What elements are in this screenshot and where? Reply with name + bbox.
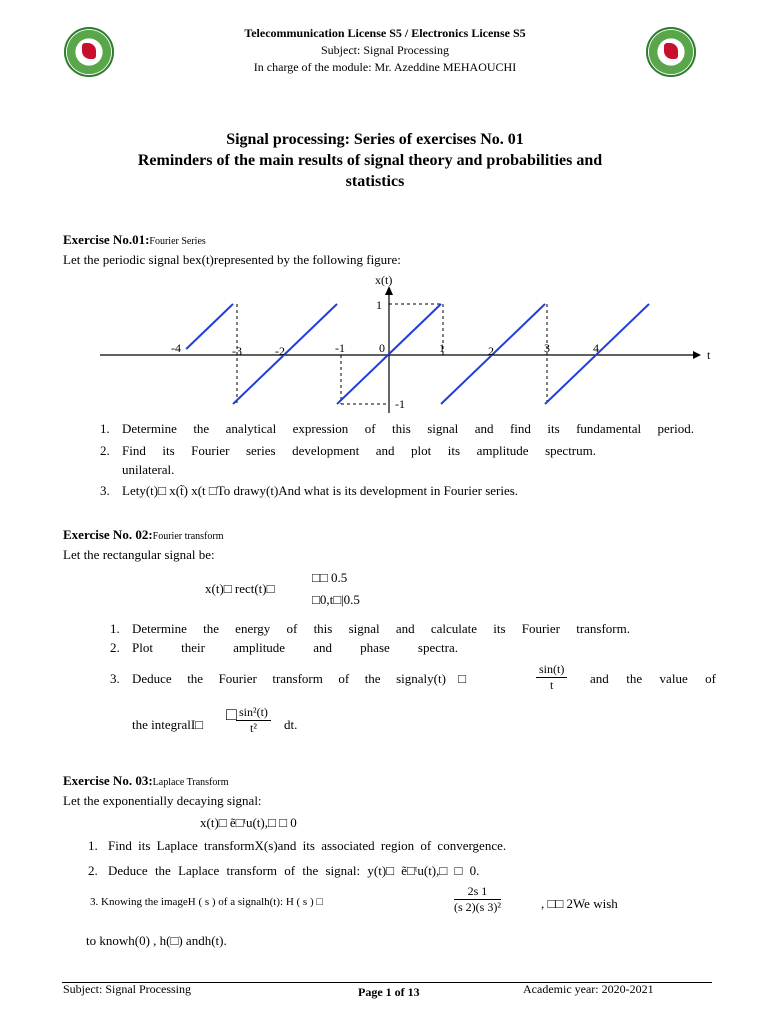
page-title-line2: Reminders of the main results of signal theory and probabilities and <box>137 152 603 169</box>
rect-equation-left: x(t)□ rect(t)□ <box>205 581 275 596</box>
ex3-q3-continued: to knowh(0) , h(□) andh(t). <box>86 933 227 948</box>
tick-label-minus4: -4 <box>171 341 181 355</box>
ex2-q3-number: 3. <box>110 671 120 686</box>
ex1-q3: Lety(t)□ x(t̃) x(t □To drawy(t)And what is its development in Fourier series. <box>122 483 519 498</box>
integral-numerator: sin²(t) <box>236 705 271 721</box>
exercise3-topic: Laplace Transform <box>152 777 229 788</box>
page-title-line3: statistics <box>345 173 405 190</box>
tick-label-minus3: -3 <box>232 344 242 358</box>
y-axis-arrow <box>385 286 393 295</box>
university-logo-right <box>646 27 696 77</box>
ex1-q3-number: 3. <box>100 483 110 498</box>
ex2-q3-right: and the value of <box>590 671 716 686</box>
ex3-q2-number: 2. <box>88 863 98 878</box>
ex2-q3b-left: the integralI□ <box>132 717 204 732</box>
tick-label-2: 2 <box>488 344 494 358</box>
exercise2-topic: Fourier transform <box>152 531 224 542</box>
exercise2-heading-label: Exercise No. 02: <box>63 527 153 542</box>
exercise1-intro: Let the periodic signal bex(t)represented by the following figure: <box>63 252 401 267</box>
exp-equation: x(t)□ ẽ□ᵗu(t),□ □ 0 <box>200 815 297 830</box>
tick-label-1: 1 <box>439 341 445 355</box>
exercise2-intro: Let the rectangular signal be: <box>63 547 215 562</box>
rect-equation-case2: □0,t□|0.5 <box>312 592 360 607</box>
ex1-q2: Find its Fourier series development and plot its amplitude spectrum. <box>122 443 596 458</box>
ex2-q3-fraction <box>536 662 567 693</box>
laplace-numerator: 2s 1 <box>454 884 501 900</box>
footer-page-number: Page 1 of 13 <box>358 985 420 999</box>
rect-equation-case1: □□ 0.5 <box>312 570 348 585</box>
footer-subject: Subject: Signal Processing <box>63 982 191 996</box>
exercise1-heading <box>63 232 206 248</box>
fraction-numerator: sin(t) <box>536 662 567 678</box>
ex1-q2-continued: unilateral. <box>122 462 175 477</box>
exercise1-topic: Fourier Series <box>149 236 206 247</box>
ex2-q1: Determine the energy of this signal and calculate its Fourier transform. <box>132 621 630 636</box>
ex3-q1-number: 1. <box>88 838 98 853</box>
ex3-q2: Deduce the Laplace transform of the signal: y(t)□ ẽ□ᵗu(t),□ □ 0. <box>108 863 480 878</box>
laplace-denominator: (s 2)(s 3)² <box>454 900 501 914</box>
header-license: Telecommunication License S5 / Electronics License S5 <box>244 26 526 40</box>
ex2-q2: Plot their amplitude and phase spectra. <box>132 640 458 655</box>
level-bottom-label: -1 <box>395 397 405 411</box>
sawtooth-segments <box>186 304 649 404</box>
ex3-q3-left: 3. Knowing the imageH ( s ) of a signalh(t): H ( s ) □ <box>90 896 324 908</box>
integral-sign: □ <box>226 704 237 724</box>
ex2-integral-fraction <box>236 705 271 736</box>
tick-label-0: 0 <box>379 341 385 355</box>
footer-academic-year: Academic year: 2020-2021 <box>523 982 654 996</box>
tick-label-3: 3 <box>544 341 550 355</box>
ex2-q2-number: 2. <box>110 640 120 655</box>
ex3-q1: Find its Laplace transformX(s)and its associated region of convergence. <box>108 838 507 853</box>
ex1-q2-number: 2. <box>100 443 110 458</box>
exercise3-heading <box>63 773 228 789</box>
integral-denominator: t² <box>250 721 257 735</box>
header-instructor: In charge of the module: Mr. Azeddine MEHAOUCHI <box>253 60 517 74</box>
page-title-line1: Signal processing: Series of exercises No. 01 <box>226 131 524 148</box>
ex1-q1: Determine the analytical expression of this signal and find its fundamental period. <box>122 421 694 436</box>
y-axis-label: x(t) <box>375 273 393 287</box>
ex2-q1-number: 1. <box>110 621 120 636</box>
tick-label-4: 4 <box>593 341 599 355</box>
fraction-denominator: t <box>550 678 554 692</box>
ex2-q3-left: Deduce the Fourier transform of the signaly(t)□ <box>132 671 466 686</box>
ex1-q1-number: 1. <box>100 421 110 436</box>
header-subject: Subject: Signal Processing <box>321 43 449 57</box>
ex3-q3-fraction <box>454 884 501 915</box>
sawtooth-segment <box>186 304 233 349</box>
ex3-q3-right: , □□ 2We wish <box>541 896 618 911</box>
university-logo-left <box>64 27 114 77</box>
exercise3-heading-label: Exercise No. 03: <box>63 773 153 788</box>
sawtooth-segment <box>233 304 337 404</box>
x-axis-label: t <box>707 348 711 362</box>
exercise3-intro: Let the exponentially decaying signal: <box>63 793 262 808</box>
x-axis-arrow <box>693 351 701 359</box>
sawtooth-figure <box>95 268 715 418</box>
exercise1-heading-label: Exercise No.01: <box>63 232 150 247</box>
ex2-q3b-right: dt. <box>284 717 298 732</box>
exercise2-heading <box>63 527 223 543</box>
tick-label-minus1: -1 <box>335 341 345 355</box>
level-top-label: 1 <box>376 298 382 312</box>
tick-label-minus2: -2 <box>275 344 285 358</box>
